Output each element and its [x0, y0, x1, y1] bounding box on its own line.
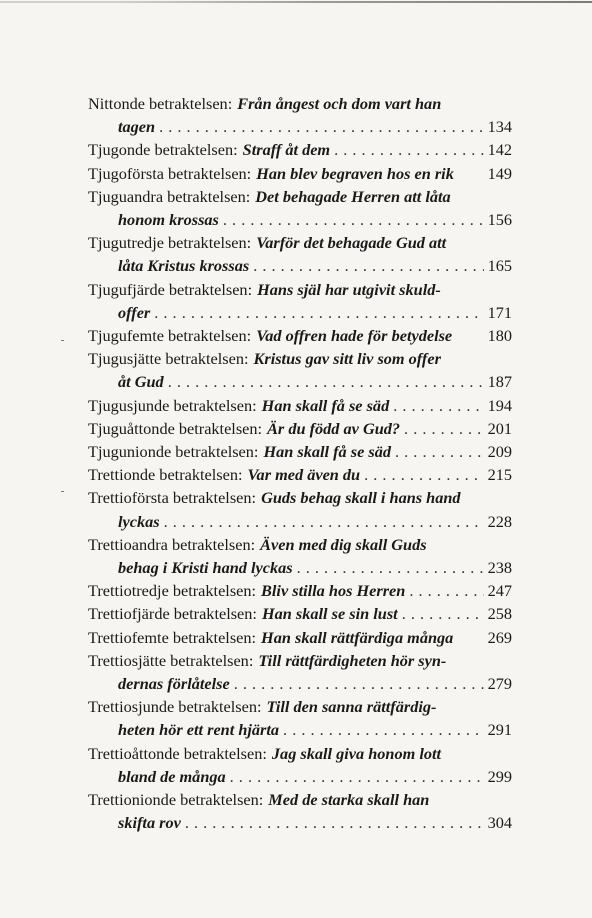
entry-title-cont: heten hör ett rent hjärta	[118, 720, 280, 740]
page-number: 279	[487, 674, 512, 694]
entry-title-cont: skifta rov	[118, 813, 181, 833]
toc-line	[88, 811, 512, 834]
dot-leader	[297, 556, 484, 579]
dot-leader	[253, 254, 483, 277]
entry-title: Med de starka skall han	[268, 790, 430, 810]
entry-title: Han blev begraven hos en rik	[256, 163, 454, 183]
toc-line	[88, 208, 512, 231]
dot-leader	[168, 370, 484, 393]
page-number: 201	[487, 418, 512, 438]
entry-heading: Trettioförsta betraktelsen:	[88, 488, 257, 508]
entry-title: Var med även du	[247, 465, 361, 485]
entry-title: Bliv stilla hos Herren	[261, 581, 406, 601]
toc-line	[88, 718, 512, 741]
toc-entry	[88, 417, 512, 440]
toc-entry	[88, 626, 512, 649]
page-number: 238	[487, 558, 512, 578]
entry-heading: Trettionde betraktelsen:	[88, 465, 243, 485]
page-number: 215	[487, 465, 512, 485]
toc-line	[88, 394, 512, 417]
page-number: 180	[487, 326, 512, 346]
entry-heading: Tjugufemte betraktelsen:	[88, 326, 252, 346]
dot-leader	[402, 602, 484, 625]
toc-line	[88, 626, 512, 649]
toc-line	[88, 510, 512, 533]
toc-line	[88, 231, 512, 254]
entry-title-cont: tagen	[118, 117, 156, 137]
toc-line	[88, 556, 512, 579]
entry-title-cont: lyckas	[118, 511, 160, 531]
entry-title: Det behagade Herren att låta	[255, 186, 451, 206]
toc-entry	[88, 579, 512, 602]
margin-mark	[61, 491, 64, 492]
toc-entry	[88, 695, 512, 741]
toc-entry	[88, 742, 512, 788]
entry-heading: Trettiofjärde betraktelsen:	[88, 604, 257, 624]
toc-line	[88, 92, 512, 115]
entry-title-cont: åt Gud	[118, 372, 164, 392]
dot-leader	[334, 138, 483, 161]
page-number: 228	[487, 511, 512, 531]
toc-entry	[88, 788, 512, 834]
entry-title-cont: dernas förlåtelse	[118, 674, 230, 694]
dot-leader	[364, 463, 483, 486]
toc-entry	[88, 324, 512, 347]
dot-leader	[283, 718, 484, 741]
entry-heading: Tjugunionde betraktelsen:	[88, 442, 259, 462]
entry-title-cont: låta Kristus krossas	[118, 256, 250, 276]
entry-title-cont: offer	[118, 302, 151, 322]
toc-line	[88, 417, 512, 440]
entry-title-cont: behag i Kristi hand lyckas	[118, 558, 293, 578]
page-number: 299	[487, 766, 512, 786]
toc-entry	[88, 602, 512, 625]
entry-title: Straff åt dem	[242, 140, 331, 160]
toc-line	[88, 324, 512, 347]
toc-line	[88, 672, 512, 695]
toc-entry	[88, 440, 512, 463]
entry-title: Är du född av Gud?	[267, 418, 401, 438]
entry-title: Hans själ har utgivit skuld-	[257, 279, 441, 299]
toc-entry	[88, 486, 512, 532]
entry-title-cont: honom krossas	[118, 210, 219, 230]
entry-title: Han skall rättfärdiga många	[261, 627, 454, 647]
entry-title-cont: bland de många	[118, 766, 226, 786]
entry-title: Han skall få se säd	[263, 442, 392, 462]
entry-heading: Tjugusjunde betraktelsen:	[88, 395, 257, 415]
page-number: 291	[487, 720, 512, 740]
toc-line	[88, 533, 512, 556]
entry-title: Till den sanna rättfärdig-	[266, 697, 437, 717]
entry-title: Guds behag skall i hans hand	[261, 488, 461, 508]
entry-heading: Nittonde betraktelsen:	[88, 94, 233, 113]
toc-entry	[88, 533, 512, 579]
entry-title: Även med dig skall Guds	[260, 534, 427, 554]
page-number: 194	[487, 395, 512, 415]
page-number: 156	[487, 210, 512, 230]
toc-line	[88, 602, 512, 625]
toc-entry	[88, 185, 512, 231]
page-number: 142	[487, 140, 512, 160]
dot-leader	[393, 394, 483, 417]
toc-entry	[88, 649, 512, 695]
entry-title: Till rättfärdigheten hör syn-	[258, 650, 447, 670]
entry-title: Han skall se sin lust	[261, 604, 398, 624]
entry-title: Jag skall giva honom lott	[271, 743, 442, 763]
entry-heading: Trettiosjunde betraktelsen:	[88, 697, 262, 717]
entry-heading: Tjugoförsta betraktelsen:	[88, 163, 252, 183]
toc-line	[88, 742, 512, 765]
toc-line	[88, 301, 512, 324]
page-number: 209	[487, 442, 512, 462]
dot-leader	[395, 440, 484, 463]
toc-line	[88, 695, 512, 718]
toc-entry	[88, 278, 512, 324]
dot-leader	[404, 417, 484, 440]
page-number: 247	[487, 581, 512, 601]
toc-entry	[88, 394, 512, 417]
dot-leader	[159, 115, 483, 138]
entry-title: Varför det behagade Gud att	[256, 233, 447, 253]
page-number: 134	[487, 117, 512, 137]
page-number: 258	[487, 604, 512, 624]
page-number: 269	[487, 627, 512, 647]
entry-heading: Trettioandra betraktelsen:	[88, 534, 256, 554]
toc-entry	[88, 92, 512, 138]
toc-line	[88, 162, 512, 185]
entry-heading: Tjugufjärde betraktelsen:	[88, 279, 253, 299]
entry-heading: Trettiosjätte betraktelsen:	[88, 650, 254, 670]
page-number: 171	[487, 302, 512, 322]
entry-heading: Trettiofemte betraktelsen:	[88, 627, 257, 647]
toc-line	[88, 788, 512, 811]
toc-line	[88, 649, 512, 672]
dot-leader	[185, 811, 484, 834]
toc-line	[88, 347, 512, 370]
toc-line	[88, 138, 512, 161]
toc-line	[88, 579, 512, 602]
toc-entry	[88, 231, 512, 277]
margin-mark	[61, 340, 64, 341]
toc-line	[88, 115, 512, 138]
dot-leader	[164, 510, 484, 533]
entry-title: Vad offren hade för betydelse	[256, 326, 453, 346]
toc-line	[88, 278, 512, 301]
entry-heading: Tjuguåttonde betraktelsen:	[88, 418, 263, 438]
page-number: 165	[487, 256, 512, 276]
page-number: 304	[487, 813, 512, 833]
dot-leader	[409, 579, 483, 602]
toc-line	[88, 486, 512, 509]
entry-heading: Trettionionde betraktelsen:	[88, 790, 264, 810]
entry-heading: Tjugutredje betraktelsen:	[88, 233, 252, 253]
toc-line	[88, 185, 512, 208]
toc-entry	[88, 463, 512, 486]
entry-heading: Tjugonde betraktelsen:	[88, 140, 238, 160]
entry-heading: Tjuguandra betraktelsen:	[88, 186, 251, 206]
entry-heading: Trettiotredje betraktelsen:	[88, 581, 257, 601]
toc-line	[88, 370, 512, 393]
table-of-contents	[88, 92, 512, 835]
entry-title: Kristus gav sitt liv som offer	[253, 349, 441, 369]
toc-line	[88, 440, 512, 463]
toc-entry	[88, 162, 512, 185]
toc-entry	[88, 347, 512, 393]
toc-line	[88, 254, 512, 277]
toc-entry	[88, 138, 512, 161]
entry-heading: Tjugusjätte betraktelsen:	[88, 349, 249, 369]
entry-heading: Trettioåttonde betraktelsen:	[88, 743, 267, 763]
page-number: 187	[487, 372, 512, 392]
page-top-rule	[0, 1, 592, 3]
dot-leader	[234, 672, 484, 695]
dot-leader	[223, 208, 484, 231]
entry-title: Från ångest och dom vart han	[237, 94, 442, 113]
page-number: 149	[487, 163, 512, 183]
toc-line	[88, 463, 512, 486]
dot-leader	[154, 301, 483, 324]
dot-leader	[230, 765, 484, 788]
toc-line	[88, 765, 512, 788]
entry-title: Han skall få se säd	[261, 395, 390, 415]
